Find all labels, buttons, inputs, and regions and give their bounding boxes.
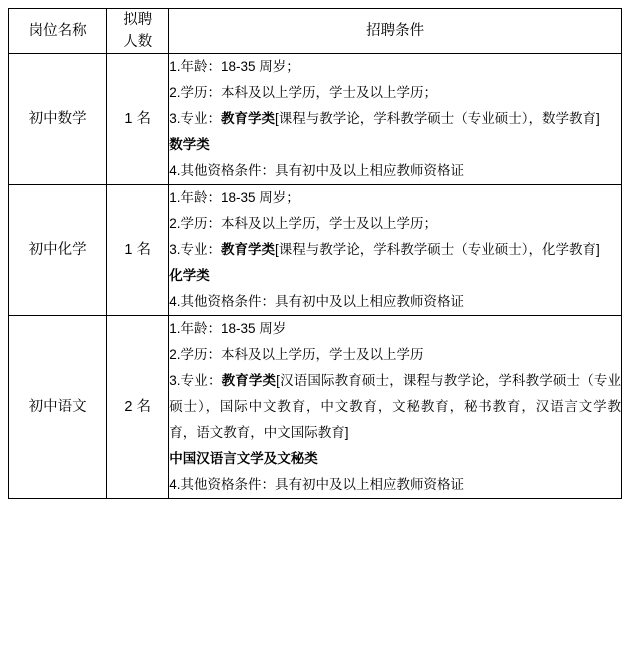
header-planned-count-line1: 拟聘: [123, 12, 153, 28]
condition-line-age: [169, 316, 621, 342]
condition-line-other: [169, 472, 621, 498]
condition-text: 4.其他资格条件：具有初中及以上相应教师资格证: [169, 294, 465, 309]
cell-post-name: 初中化学: [9, 185, 107, 316]
header-post-name: 岗位名称: [9, 9, 107, 54]
condition-line-major: [169, 368, 621, 446]
condition-text: 1.年龄：18-35 周岁: [169, 321, 287, 336]
table-header-row: [9, 9, 622, 54]
condition-line-education: [169, 80, 621, 106]
condition-line-major: [169, 106, 621, 132]
condition-text: 3.专业：: [169, 242, 222, 257]
condition-line-major-extra: [169, 446, 621, 472]
cell-post-name: 初中数学: [9, 54, 107, 185]
condition-emphasis: 教育学类: [221, 242, 276, 257]
condition-emphasis: 教育学类: [221, 111, 276, 126]
header-planned-count: [107, 9, 169, 54]
condition-line-age: [169, 185, 621, 211]
condition-text: 2.学历：本科及以上学历，学士及以上学历: [169, 347, 424, 362]
header-planned-count-line2: 人数: [123, 34, 153, 50]
condition-emphasis: 教育学类: [221, 373, 277, 388]
condition-line-education: [169, 342, 621, 368]
condition-text: 1.年龄：18-35 周岁；: [169, 190, 300, 205]
condition-text: 1.年龄：18-35 周岁；: [169, 59, 300, 74]
condition-emphasis: 化学类: [169, 268, 210, 283]
cell-conditions: [169, 316, 622, 499]
condition-text: [汉语国际教育硕士，课程与教学论，学科教学硕士（专业硕士），国际中文教育，中文教育，文秘教育，秘书教育，汉语言文学教育，语文教育，中文国际教育]: [169, 373, 622, 440]
condition-emphasis: 数学类: [169, 137, 210, 152]
table-row: [9, 54, 622, 185]
condition-text: 4.其他资格条件：具有初中及以上相应教师资格证: [169, 163, 465, 178]
condition-line-other: [169, 289, 621, 315]
table-row: [9, 316, 622, 499]
header-conditions: 招聘条件: [169, 9, 622, 54]
condition-line-other: [169, 158, 621, 184]
condition-line-major-extra: [169, 132, 621, 158]
condition-line-education: [169, 211, 621, 237]
table-row: [9, 185, 622, 316]
condition-line-age: [169, 54, 621, 80]
condition-line-major: [169, 237, 621, 263]
condition-text: 3.专业：: [169, 373, 222, 388]
condition-text: 2.学历：本科及以上学历，学士及以上学历；: [169, 85, 438, 100]
condition-text: [课程与教学论，学科教学硕士（专业硕士），化学教育]: [275, 242, 600, 257]
condition-line-major-extra: [169, 263, 621, 289]
condition-text: 2.学历：本科及以上学历，学士及以上学历；: [169, 216, 438, 231]
condition-text: [课程与教学论，学科教学硕士（专业硕士），数学教育]: [275, 111, 600, 126]
cell-post-name: 初中语文: [9, 316, 107, 499]
cell-conditions: [169, 54, 622, 185]
table-header: [9, 9, 622, 54]
cell-planned-count: 2 名: [107, 316, 169, 499]
condition-text: 3.专业：: [169, 111, 222, 126]
recruitment-table: [8, 8, 622, 499]
cell-planned-count: 1 名: [107, 185, 169, 316]
condition-text: 4.其他资格条件：具有初中及以上相应教师资格证: [169, 477, 465, 492]
cell-conditions: [169, 185, 622, 316]
cell-planned-count: 1 名: [107, 54, 169, 185]
condition-emphasis: 中国汉语言文学及文秘类: [169, 451, 318, 466]
table-body: [9, 54, 622, 499]
